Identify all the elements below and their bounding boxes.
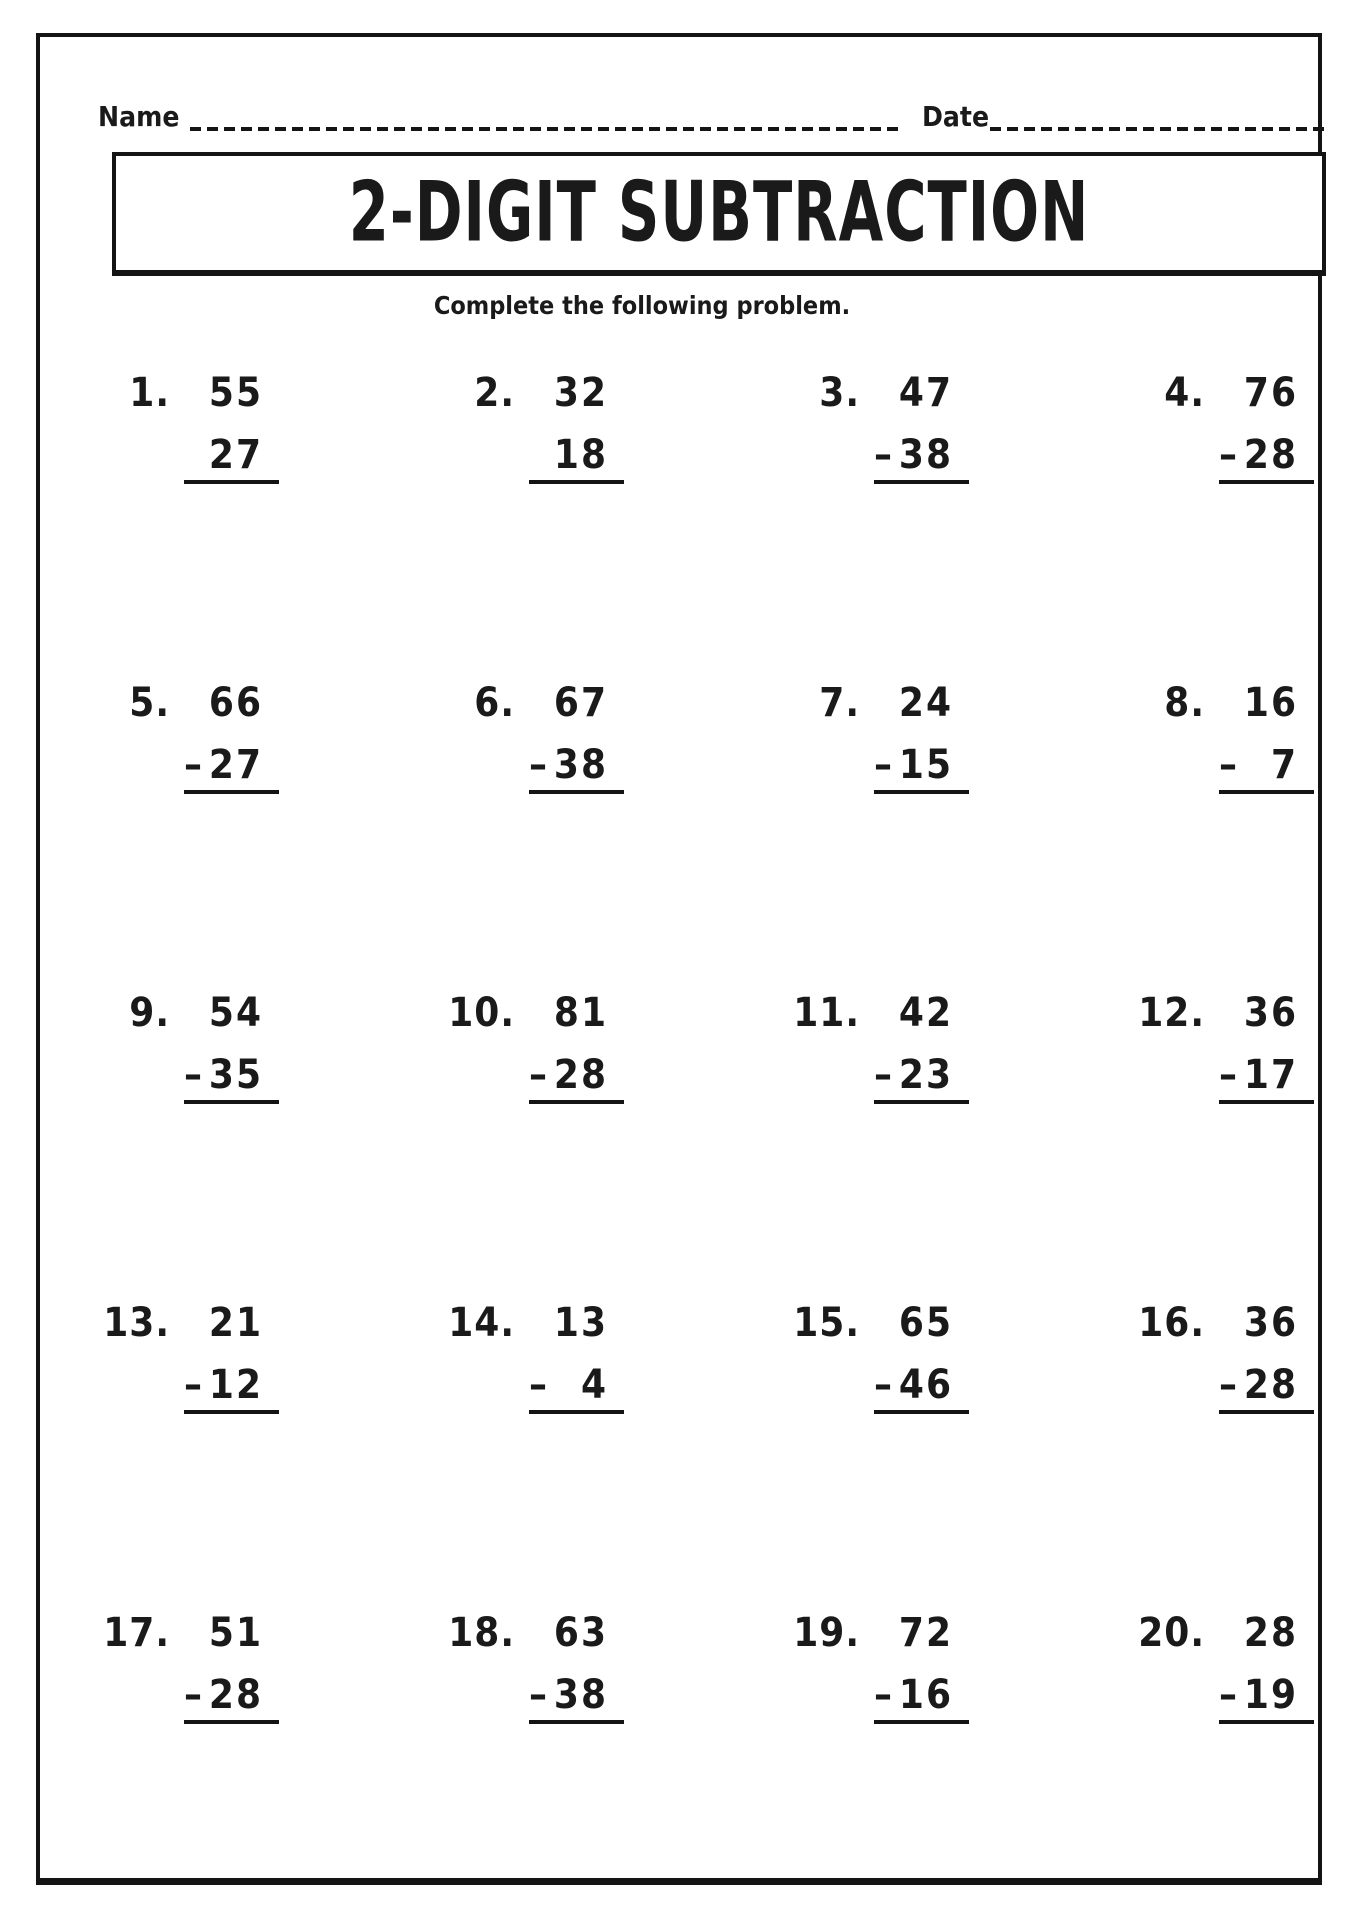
minus-sign: – <box>874 1052 892 1098</box>
subtrahend-row <box>1219 1054 1314 1096</box>
subtrahend-row <box>1219 1674 1314 1716</box>
problem-17 <box>98 1612 443 1920</box>
problem-5 <box>98 682 443 992</box>
minuend-row <box>184 992 279 1034</box>
problem-number: 1. <box>129 370 170 416</box>
problem-work <box>874 1612 969 1724</box>
instruction-text: Complete the following problem. <box>433 291 851 320</box>
minuend-spacer <box>184 1302 209 1344</box>
subtrahend: 18 <box>553 432 608 478</box>
answer-line <box>184 480 279 484</box>
subtrahend: 27 <box>208 742 263 788</box>
minus-sign: – <box>529 1672 547 1718</box>
problem-4 <box>1133 372 1358 682</box>
minuend-row <box>1219 992 1314 1034</box>
problem-9 <box>98 992 443 1302</box>
minuend: 24 <box>898 680 953 726</box>
subtrahend: 38 <box>898 432 953 478</box>
subtrahend-row <box>184 1674 279 1716</box>
minuend-row <box>184 1302 279 1344</box>
problem-14 <box>443 1302 788 1612</box>
problem-18 <box>443 1612 788 1920</box>
problem-work <box>529 372 624 484</box>
subtrahend: 23 <box>898 1052 953 1098</box>
minus-sign: – <box>529 1362 547 1408</box>
title-box <box>112 152 1326 276</box>
subtrahend-row <box>1219 434 1314 476</box>
minuend-row <box>184 372 279 414</box>
subtrahend: 17 <box>1243 1052 1298 1098</box>
minuend-spacer <box>874 372 899 414</box>
minuend-row <box>529 372 624 414</box>
problem-number: 8. <box>1164 680 1205 726</box>
problem-work <box>184 1302 279 1414</box>
minuend: 36 <box>1243 990 1298 1036</box>
problem-number: 20. <box>1138 1610 1205 1656</box>
subtrahend-row <box>529 1674 624 1716</box>
problem-work <box>874 682 969 794</box>
minuend: 66 <box>208 680 263 726</box>
problem-work <box>1219 1612 1314 1724</box>
subtrahend-row <box>184 1364 279 1406</box>
minuend-spacer <box>1219 992 1244 1034</box>
subtrahend-row <box>874 434 969 476</box>
problem-12 <box>1133 992 1358 1302</box>
problem-8 <box>1133 682 1358 992</box>
answer-line <box>874 1100 969 1104</box>
minuend: 54 <box>208 990 263 1036</box>
problem-work <box>529 1612 624 1724</box>
problem-work <box>529 992 624 1104</box>
problem-number: 7. <box>819 680 860 726</box>
minuend: 81 <box>553 990 608 1036</box>
problem-number: 18. <box>448 1610 515 1656</box>
problem-number: 12. <box>1138 990 1205 1036</box>
answer-line <box>874 790 969 794</box>
minuend: 32 <box>553 370 608 416</box>
minuend-row <box>874 992 969 1034</box>
problem-number: 10. <box>448 990 515 1036</box>
minus-sign: – <box>1219 1362 1237 1408</box>
minuend-row <box>874 1612 969 1654</box>
answer-line <box>1219 790 1314 794</box>
problem-2 <box>443 372 788 682</box>
minus-sign: – <box>184 1362 202 1408</box>
answer-line <box>529 790 624 794</box>
subtrahend: 28 <box>208 1672 263 1718</box>
minuend-row <box>529 1302 624 1344</box>
minuend: 51 <box>208 1610 263 1656</box>
subtrahend: 28 <box>1243 432 1298 478</box>
minuend-spacer <box>184 372 209 414</box>
name-blank-line <box>190 127 898 131</box>
answer-line <box>1219 1100 1314 1104</box>
problem-number: 19. <box>793 1610 860 1656</box>
minuend: 67 <box>553 680 608 726</box>
problem-work <box>1219 992 1314 1104</box>
minuend-spacer <box>1219 1302 1244 1344</box>
subtrahend: 28 <box>553 1052 608 1098</box>
problem-19 <box>788 1612 1133 1920</box>
subtrahend: 12 <box>208 1362 263 1408</box>
answer-line <box>874 1410 969 1414</box>
problem-6 <box>443 682 788 992</box>
subtrahend-row <box>1219 1364 1314 1406</box>
subtrahend-row <box>1219 744 1314 786</box>
problem-number: 17. <box>103 1610 170 1656</box>
answer-line <box>184 790 279 794</box>
minuend-spacer <box>1219 372 1244 414</box>
answer-line <box>1219 1720 1314 1724</box>
minus-sign: – <box>184 1672 202 1718</box>
problems-grid <box>98 372 1358 1920</box>
minuend-row <box>1219 1302 1314 1344</box>
minuend: 28 <box>1243 1610 1298 1656</box>
minuend-row <box>529 682 624 724</box>
problem-number: 11. <box>793 990 860 1036</box>
subtrahend: 15 <box>898 742 953 788</box>
minuend: 13 <box>553 1300 608 1346</box>
subtrahend-row <box>529 1364 624 1406</box>
minuend-row <box>529 1612 624 1654</box>
date-blank-line <box>990 127 1330 131</box>
minus-sign <box>529 434 554 476</box>
minuend-spacer <box>874 682 899 724</box>
subtrahend-row <box>529 744 624 786</box>
subtrahend-row <box>874 744 969 786</box>
minuend: 36 <box>1243 1300 1298 1346</box>
minus-sign: – <box>529 742 547 788</box>
minuend-spacer <box>184 1612 209 1654</box>
answer-line <box>529 1100 624 1104</box>
problem-16 <box>1133 1302 1358 1612</box>
minuend-spacer <box>184 992 209 1034</box>
minuend-spacer <box>874 1612 899 1654</box>
name-label: Name <box>98 100 180 133</box>
answer-line <box>184 1720 279 1724</box>
minuend-spacer <box>529 992 554 1034</box>
problem-work <box>184 992 279 1104</box>
subtrahend-row <box>874 1364 969 1406</box>
problem-number: 6. <box>474 680 515 726</box>
problem-number: 9. <box>129 990 170 1036</box>
minuend-spacer <box>874 1302 899 1344</box>
minus-sign: – <box>874 1672 892 1718</box>
problem-number: 4. <box>1164 370 1205 416</box>
problem-work <box>1219 1302 1314 1414</box>
minuend-spacer <box>529 372 554 414</box>
minuend-row <box>184 682 279 724</box>
minuend: 42 <box>898 990 953 1036</box>
minus-sign: – <box>184 742 202 788</box>
problem-10 <box>443 992 788 1302</box>
problem-number: 14. <box>448 1300 515 1346</box>
minuend-row <box>874 1302 969 1344</box>
minus-sign: – <box>874 432 892 478</box>
subtrahend-row <box>874 1674 969 1716</box>
minuend-spacer <box>1219 682 1244 724</box>
subtrahend: 16 <box>898 1672 953 1718</box>
answer-line <box>184 1100 279 1104</box>
minuend: 47 <box>898 370 953 416</box>
answer-line <box>874 480 969 484</box>
minus-sign: – <box>874 742 892 788</box>
page-title: 2-DIGIT SUBTRACTION <box>348 164 1090 262</box>
problem-11 <box>788 992 1133 1302</box>
minuend: 76 <box>1243 370 1298 416</box>
minuend: 21 <box>208 1300 263 1346</box>
problem-work <box>1219 372 1314 484</box>
subtrahend: 19 <box>1243 1672 1298 1718</box>
answer-line <box>529 1720 624 1724</box>
problem-work <box>874 1302 969 1414</box>
minuend-spacer <box>529 1612 554 1654</box>
answer-line <box>529 1410 624 1414</box>
minus-sign: – <box>529 1052 547 1098</box>
problem-number: 13. <box>103 1300 170 1346</box>
subtrahend: 4 <box>580 1362 608 1408</box>
date-label: Date <box>922 100 990 133</box>
problem-13 <box>98 1302 443 1612</box>
subtrahend-row <box>874 1054 969 1096</box>
problem-work <box>874 372 969 484</box>
problem-number: 2. <box>474 370 515 416</box>
minuend-row <box>874 372 969 414</box>
minuend-spacer <box>1219 1612 1244 1654</box>
problem-number: 16. <box>1138 1300 1205 1346</box>
subtrahend: 38 <box>553 1672 608 1718</box>
problem-number: 5. <box>129 680 170 726</box>
subtrahend-row <box>529 434 624 476</box>
subtrahend: 35 <box>208 1052 263 1098</box>
subtrahend-row <box>184 1054 279 1096</box>
problem-work <box>184 1612 279 1724</box>
problem-number: 15. <box>793 1300 860 1346</box>
minus-sign: – <box>1219 1052 1237 1098</box>
answer-line <box>1219 1410 1314 1414</box>
minus-sign: – <box>874 1362 892 1408</box>
minuend: 65 <box>898 1300 953 1346</box>
minus-sign: – <box>1219 432 1237 478</box>
subtrahend: 27 <box>208 432 263 478</box>
problem-7 <box>788 682 1133 992</box>
minuend-row <box>1219 682 1314 724</box>
problem-15 <box>788 1302 1133 1612</box>
answer-line <box>1219 480 1314 484</box>
problem-work <box>874 992 969 1104</box>
minus-sign: – <box>184 1052 202 1098</box>
minuend-spacer <box>529 682 554 724</box>
minuend-row <box>1219 372 1314 414</box>
minuend: 63 <box>553 1610 608 1656</box>
problem-3 <box>788 372 1133 682</box>
problem-1 <box>98 372 443 682</box>
subtrahend-row <box>184 434 279 476</box>
problem-number: 3. <box>819 370 860 416</box>
answer-line <box>874 1720 969 1724</box>
answer-line <box>184 1410 279 1414</box>
subtrahend: 46 <box>898 1362 953 1408</box>
minuend-spacer <box>529 1302 554 1344</box>
minuend: 16 <box>1243 680 1298 726</box>
worksheet-frame <box>36 33 1322 1885</box>
subtrahend-row <box>529 1054 624 1096</box>
subtrahend: 38 <box>553 742 608 788</box>
problem-work <box>1219 682 1314 794</box>
minuend: 55 <box>208 370 263 416</box>
minuend-row <box>874 682 969 724</box>
minus-sign <box>184 434 209 476</box>
problem-work <box>529 1302 624 1414</box>
problem-work <box>184 682 279 794</box>
subtrahend-row <box>184 744 279 786</box>
subtrahend: 7 <box>1270 742 1298 788</box>
minus-sign: – <box>1219 742 1237 788</box>
minuend-row <box>184 1612 279 1654</box>
minuend-row <box>529 992 624 1034</box>
minuend-row <box>1219 1612 1314 1654</box>
minus-sign: – <box>1219 1672 1237 1718</box>
answer-line <box>529 480 624 484</box>
problem-20 <box>1133 1612 1358 1920</box>
minuend: 72 <box>898 1610 953 1656</box>
minuend-spacer <box>874 992 899 1034</box>
problem-work <box>529 682 624 794</box>
subtrahend: 28 <box>1243 1362 1298 1408</box>
problem-work <box>184 372 279 484</box>
minuend-spacer <box>184 682 209 724</box>
